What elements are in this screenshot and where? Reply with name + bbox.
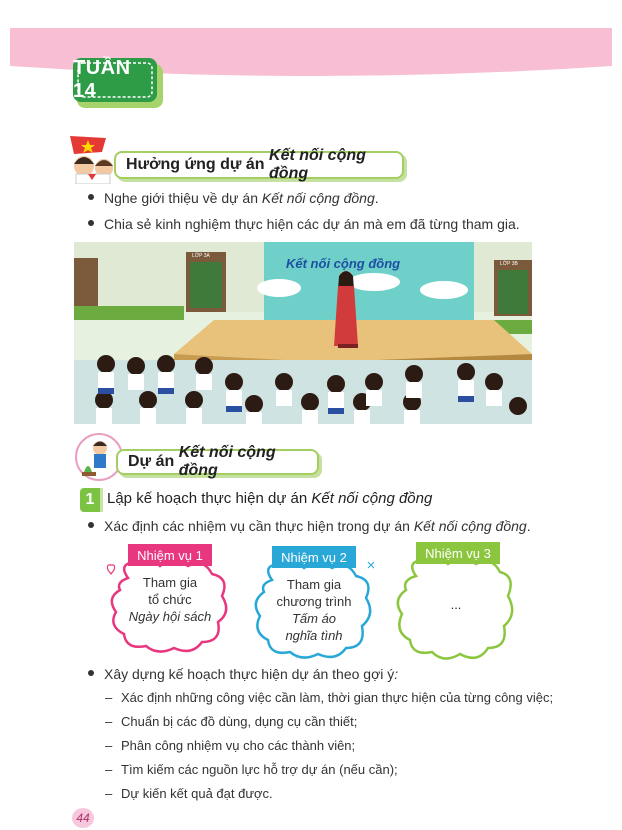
plan-item: – Dự kiến kết quả đạt được. xyxy=(105,786,273,801)
plan-item: – Xác định những công việc cần làm, thời gian thực hiện của từng công việc; xyxy=(105,690,554,705)
bullet-listen-intro: Nghe giới thiệu về dự án Kết nối cộng đồng. xyxy=(88,190,379,206)
bullet-dot xyxy=(88,194,94,200)
step-number-shadow xyxy=(100,488,103,512)
door-label-right: LỚP 3B xyxy=(500,261,518,267)
task-1-text: Tham gia tổ chức Ngày hội sách xyxy=(128,575,212,624)
bullet-dot xyxy=(88,670,94,676)
task-2-text: Tham gia chương trình Tấm áo nghĩa tình xyxy=(276,577,352,643)
bullet-dot xyxy=(88,522,94,528)
bullet-share-experience: Chia sẻ kinh nghiệm thực hiện các dự án mà em đã từng tham gia. xyxy=(88,216,520,232)
bullet-build-plan: Xây dựng kế hoạch thực hiện dự án theo gợi ý: xyxy=(88,666,398,682)
plan-item: – Tìm kiếm các nguồn lực hỗ trợ dự án (nếu cần); xyxy=(105,762,398,777)
task-3-text: ... xyxy=(450,597,462,612)
banner-title: Kết nối cộng đồng xyxy=(286,256,401,271)
door-label-left: LỚP 3A xyxy=(192,253,210,259)
task-1-label: Nhiệm vụ 1 xyxy=(128,544,212,566)
step-number: 1 xyxy=(80,488,100,512)
week-label: TUẦN 14 xyxy=(73,57,131,102)
step-title: Lập kế hoạch thực hiện dự án Kết nối cộng đồng xyxy=(107,490,433,507)
plan-item: – Phân công nhiệm vụ cho các thành viên; xyxy=(105,738,356,753)
plan-item: – Chuẩn bị các đồ dùng, dụng cụ cần thiết; xyxy=(105,714,358,729)
section-title-reaction: Hưởng ứng dự án Kết nối cộng đồng xyxy=(114,151,404,179)
section-title-project: Dự án Kết nối cộng đồng xyxy=(116,449,319,475)
school-event-illustration xyxy=(74,242,532,424)
bullet-dot xyxy=(88,220,94,226)
task-2-label: Nhiệm vụ 2 xyxy=(272,546,356,568)
page-number: 44 xyxy=(72,808,94,828)
task-3-label: Nhiệm vụ 3 xyxy=(416,542,500,564)
bullet-identify-tasks: Xác định các nhiệm vụ cần thực hiện trong dự án Kết nối cộng đồng. xyxy=(88,518,531,534)
